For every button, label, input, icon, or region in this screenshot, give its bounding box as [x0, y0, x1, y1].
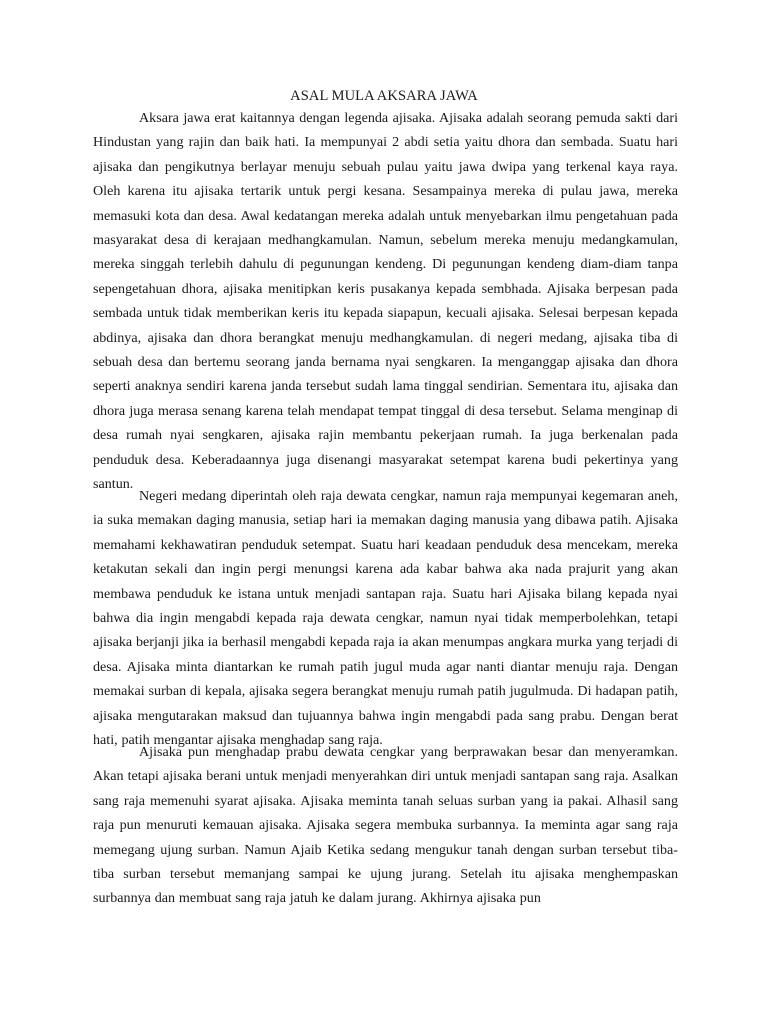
paragraph-2: Negeri medang diperintah oleh raja dewata cengkar, namun raja mempunyai kegemaran aneh, ia suka memakan daging manusia, setiap hari ia memakan daging manusia yang dibawa patih. Ajisaka memahami kekhawatiran penduduk setempat. Suatu hari keadaan penduduk desa mencekam, mereka ketakutan sekali dan ingin pergi menungsi karena ada kabar bahwa aka nada prajurit yang akan membawa penduduk ke istana untuk menjadi santapan raja. Suatu hari Ajisaka bilang kepada nyai bahwa dia ingin mengabdi kepada raja dewata cengkar, namun nyai tidak memperbolehkan, tetapi ajisaka berjanji jika ia berhasil mengabdi kepada raja ia akan menumpas angkara murka yang terjadi di desa. Ajisaka minta diantarkan ke rumah patih jugul muda agar nanti diantar menuju raja. Dengan memakai surban di kepala, ajisaka segera berangkat menuju rumah patih jugulmuda. Di hadapan patih, ajisaka mengutarakan maksud dan tujuannya bahwa ingin mengabdi pada sang prabu. Dengan berat hati, patih mengantar ajisaka menghadap sang raja. — [93, 488, 678, 749]
document-title: ASAL MULA AKSARA JAWA — [290, 88, 478, 104]
paragraph-1: Aksara jawa erat kaitannya dengan legenda ajisaka. Ajisaka adalah seorang pemuda sakti dari Hindustan yang rajin dan baik hati. Ia mempunyai 2 abdi setia yaitu dhora dan sembada. Suatu hari ajisaka dan pengikutnya berlayar menuju sebuah pulau yaitu jawa dwipa yang terkenal kaya raya. Oleh karena itu ajisaka tertarik untuk pergi kesana. Sesampainya mereka di pulau jawa, mereka memasuki kota dan desa. Awal kedatangan mereka adalah untuk menyebarkan ilmu pengetahuan pada masyarakat desa di kerajaan medhangkamulan. Namun, sebelum mereka menuju medangkamulan, mereka singgah terlebih dahulu di pegunungan kendeng. Di pegunungan kendeng diam-diam tanpa sepengetahuan dhora, ajisaka menitipkan keris pusakanya kepada sembhada. Ajisaka berpesan pada sembada untuk tidak memberikan keris itu kepada siapapun, kecuali ajisaka. Selesai berpesan kepada abdinya, ajisaka dan dhora berangkat menuju medhangkamulan. di negeri medang, ajisaka tiba di sebuah desa dan bertemu seorang janda bernama nyai sengkaren. Ia menganggap ajisaka dan dhora seperti anaknya sendiri karena janda tersebut sudah lama tinggal sendirian. Sementara itu, ajisaka dan dhora juga merasa senang karena telah mendapat tempat tinggal di desa tersebut. Selama menginap di desa rumah nyai sengkaren, ajisaka rajin membantu pekerjaan rumah. Ia juga berkenalan pada penduduk desa. Keberadaannya juga disenangi masyarakat setempat karena budi pekertinya yang santun. — [93, 110, 678, 493]
paragraph-3: Ajisaka pun menghadap prabu dewata cengkar yang berprawakan besar dan menyeramkan. Akan tetapi ajisaka berani untuk menjadi menyerahkan diri untuk menjadi santapan sang raja. Asalkan sang raja memenuhi syarat ajisaka. Ajisaka meminta tanah seluas surban yang ia pakai. Alhasil sang raja pun menuruti kemauan ajisaka. Ajisaka segera membuka surbannya. Ia meminta agar sang raja memegang ujung surban. Namun Ajaib Ketika sedang mengukur tanah dengan surban tersebut tiba-tiba surban tersebut memanjang sampai ke ujung jurang. Setelah itu ajisaka menghempaskan surbannya dan membuat sang raja jatuh ke dalam jurang. Akhirnya ajisaka pun — [93, 744, 678, 907]
